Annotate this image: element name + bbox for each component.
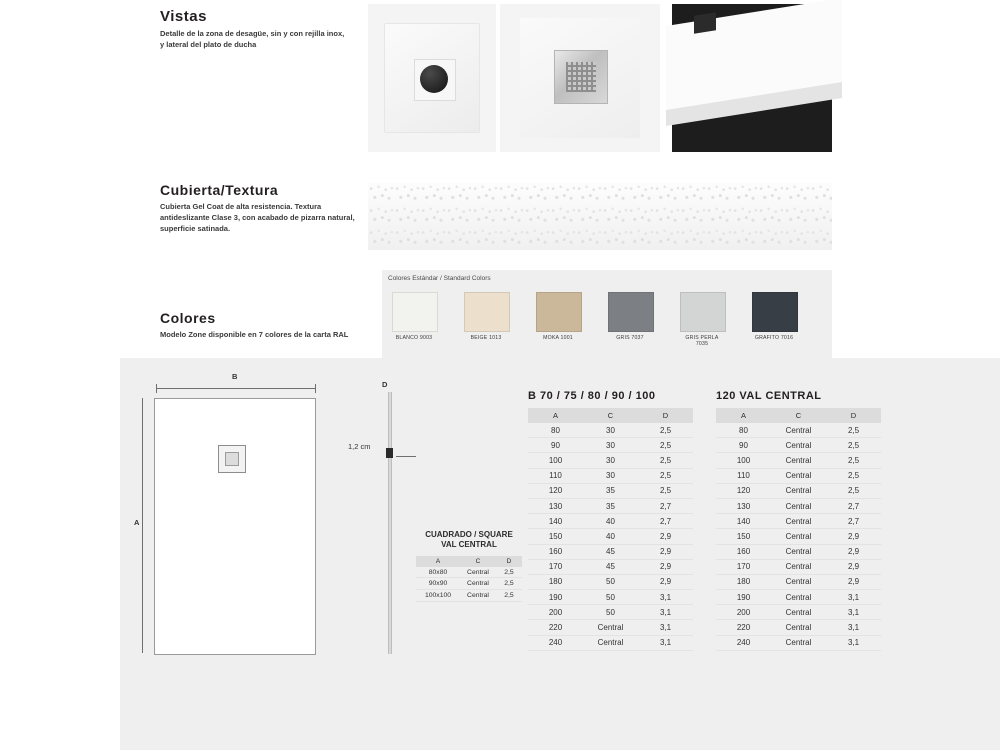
table-cell: 3,1: [847, 638, 860, 648]
table-cell: 40: [606, 516, 615, 526]
table-cell: Central: [785, 486, 812, 496]
table-cell: 90: [551, 440, 560, 450]
table-cell: 2,7: [847, 516, 860, 526]
tray-body: [384, 23, 480, 133]
drain-hole-icon: [420, 65, 448, 93]
table-row: [528, 483, 693, 498]
color-swatch-label: GRAFITO 7016: [754, 335, 794, 341]
table-cell: Central: [785, 562, 812, 572]
photo-drain-without-grid: [368, 4, 496, 152]
table-row: [716, 635, 881, 650]
thickness-arrow: [396, 456, 416, 457]
table-cell: 3,1: [659, 607, 672, 617]
section-title-colores: Colores: [160, 310, 216, 326]
table-column-header: A: [528, 408, 583, 423]
color-swatch-label: GRIS 7037: [616, 335, 644, 341]
table-cell: 100x100: [424, 591, 452, 599]
drain-symbol: [218, 445, 246, 473]
table-row: [416, 578, 522, 590]
color-swatch-label: MOKA 1001: [543, 335, 573, 341]
table-cell: 45: [606, 547, 615, 557]
tray-section-view: [386, 392, 392, 654]
table-row: [528, 635, 693, 650]
color-swatch[interactable]: [608, 292, 652, 347]
table-cell: 3,1: [659, 638, 672, 648]
table-cell: 90x90: [428, 580, 448, 588]
table-cell: 45: [606, 562, 615, 572]
table-cell: 160: [736, 547, 751, 557]
table-cell: 2,9: [847, 547, 860, 557]
table-cell: Central: [785, 471, 812, 481]
table-row: [528, 468, 693, 483]
table-cell: 200: [736, 607, 751, 617]
table-cell: 2,5: [659, 455, 672, 465]
table-cell: 100: [548, 455, 563, 465]
tray-plan-view: [154, 398, 316, 655]
table-cell: 150: [548, 531, 563, 541]
table-cell: Central: [785, 547, 812, 557]
section-title-vistas: Vistas: [160, 8, 207, 25]
color-swatch[interactable]: [752, 292, 796, 347]
table-cell: Central: [467, 591, 489, 599]
table-cell: 2,7: [659, 516, 672, 526]
table-row: [716, 423, 881, 438]
table-body: [416, 567, 522, 601]
photo-drain-with-inox-grid: [500, 4, 660, 152]
dim-tick-b-right: [315, 384, 316, 393]
table: [716, 408, 881, 651]
table-body: [528, 423, 693, 650]
table-row: [716, 468, 881, 483]
label-d: D: [382, 380, 388, 389]
table-cell: 200: [548, 607, 563, 617]
table-cell: 160: [548, 547, 563, 557]
color-swatch[interactable]: [464, 292, 508, 347]
color-swatch-label: BLANCO 9003: [395, 335, 433, 341]
table-cell: 2,5: [504, 591, 514, 599]
tray-body: [520, 18, 640, 138]
table-cell: 40: [606, 531, 615, 541]
table-row: [528, 514, 693, 529]
table-cell: Central: [597, 638, 624, 648]
color-swatch-label: GRIS PERLA 7035: [685, 335, 719, 347]
table-cell: Central: [597, 623, 624, 633]
table-cell: 80: [551, 425, 560, 435]
table-row: [528, 453, 693, 468]
dim-line-a: [142, 398, 143, 653]
color-swatch[interactable]: [680, 292, 724, 347]
table-cell: 2,9: [847, 577, 860, 587]
table-cell: 240: [736, 638, 751, 648]
table-cell: 3,1: [847, 592, 860, 602]
table-row: [716, 559, 881, 574]
table-cell: 2,9: [659, 547, 672, 557]
table-cell: 220: [736, 623, 751, 633]
table-row: [716, 514, 881, 529]
table-cell: 220: [548, 623, 563, 633]
table-row: [716, 529, 881, 544]
table-row: [528, 605, 693, 620]
color-swatch-row: [392, 292, 796, 347]
table-cell: 2,9: [847, 531, 860, 541]
table-cell: 2,9: [847, 562, 860, 572]
table-header-row: [528, 408, 693, 423]
table-cell: 180: [548, 577, 563, 587]
table-body: [716, 423, 881, 650]
table-column-header: D: [826, 408, 881, 423]
table-row: [528, 423, 693, 438]
table-cell: 2,9: [659, 531, 672, 541]
table-cell: 35: [606, 486, 615, 496]
table-cell: 2,5: [659, 425, 672, 435]
section-body-vistas: Detalle de la zona de desagüe, sin y con rejilla inox, y lateral del plato de ducha: [160, 29, 345, 49]
table-column-header: A: [716, 408, 771, 423]
table-column-header: C: [583, 408, 638, 423]
dim-tick-b-left: [156, 384, 157, 393]
table-row: [716, 605, 881, 620]
section-colores: [160, 310, 360, 341]
table-cell: 3,1: [847, 607, 860, 617]
table-cell: 2,7: [847, 501, 860, 511]
table-cell: 80: [739, 425, 748, 435]
table-column-header: C: [771, 408, 826, 423]
table-row: [716, 574, 881, 589]
table-cell: 3,1: [659, 623, 672, 633]
section-vistas: [160, 8, 350, 51]
table-cell: 30: [606, 455, 615, 465]
table-cell: Central: [785, 592, 812, 602]
table-cell: 130: [548, 501, 563, 511]
table-cell: 110: [549, 471, 562, 481]
table-cell: 2,9: [659, 562, 672, 572]
table-row: [716, 620, 881, 635]
table-row: [528, 498, 693, 513]
table-square: [416, 530, 522, 602]
table-cell: 50: [606, 577, 615, 587]
table-cell: 30: [606, 440, 615, 450]
table-cell: 30: [606, 471, 615, 481]
table-cell: Central: [785, 577, 812, 587]
table-b-series: [528, 390, 694, 651]
table-row: [416, 567, 522, 578]
table-cell: 2,5: [504, 568, 514, 576]
color-swatch-box: [536, 292, 582, 332]
table-cell: 2,9: [659, 577, 672, 587]
table-cell: 100: [736, 455, 751, 465]
table-cell: Central: [785, 531, 812, 541]
color-swatch-box: [752, 292, 798, 332]
table-row: [716, 544, 881, 559]
table-cell: 190: [736, 592, 751, 602]
table-cell: Central: [785, 425, 812, 435]
table-cell: 170: [548, 562, 563, 572]
table-cell: 2,5: [847, 455, 860, 465]
inox-grid-cover: [554, 50, 608, 104]
table-b-title: B 70 / 75 / 80 / 90 / 100: [528, 390, 656, 402]
table-cell: 240: [548, 638, 563, 648]
table-cell: 170: [736, 562, 751, 572]
colors-panel-label: Colores Estándar / Standard Colors: [388, 275, 491, 282]
table-cell: 120: [736, 486, 751, 496]
table-cell: 140: [548, 516, 563, 526]
color-swatch-box: [680, 292, 726, 332]
table-cell: 3,1: [659, 592, 672, 602]
table-cell: Central: [467, 580, 489, 588]
table-cell: 2,7: [659, 501, 672, 511]
table-cell: Central: [785, 623, 812, 633]
section-cubierta: [160, 182, 360, 235]
table-row: [716, 498, 881, 513]
table-row: [528, 544, 693, 559]
table-val-title: 120 VAL CENTRAL: [716, 390, 822, 402]
thickness-marker: [386, 448, 393, 458]
table: [416, 556, 522, 602]
table-cell: 80x80: [428, 568, 448, 576]
table-header-row: [716, 408, 881, 423]
color-swatch[interactable]: [392, 292, 436, 347]
table-cell: 2,5: [847, 440, 860, 450]
table-cell: Central: [785, 440, 812, 450]
table-cell: 2,5: [847, 486, 860, 496]
drain-opening-icon: [694, 12, 716, 33]
table-cell: Central: [785, 455, 812, 465]
table-cell: Central: [467, 568, 489, 576]
table-cell: 120: [548, 486, 563, 496]
table-cell: 110: [737, 471, 750, 481]
table-row: [528, 574, 693, 589]
table-row: [528, 620, 693, 635]
color-swatch-box: [608, 292, 654, 332]
table-row: [528, 438, 693, 453]
table-cell: 2,5: [504, 580, 514, 588]
table-cell: 90: [739, 440, 748, 450]
table-cell: 140: [736, 516, 751, 526]
table-val-central: [716, 390, 882, 651]
color-swatch-box: [464, 292, 510, 332]
dim-line-b: [156, 388, 316, 389]
table-row: [716, 438, 881, 453]
section-title-cubierta: Cubierta/Textura: [160, 182, 279, 198]
table-cell: Central: [785, 607, 812, 617]
table-cell: 180: [736, 577, 751, 587]
label-a: A: [134, 518, 140, 527]
table-row: [528, 559, 693, 574]
table-cell: 35: [606, 501, 615, 511]
table-cell: Central: [785, 638, 812, 648]
section-body-colores: Modelo Zone disponible en 7 colores de la carta RAL: [160, 330, 349, 339]
table-cell: 150: [736, 531, 751, 541]
photo-tray-side-view: [672, 4, 832, 152]
label-b: B: [232, 372, 238, 381]
table-row: [716, 483, 881, 498]
table-cell: Central: [785, 516, 812, 526]
tray-section-profile: [388, 392, 392, 654]
table-cell: Central: [785, 501, 812, 511]
table-column-header: D: [496, 556, 522, 567]
table-cell: 2,5: [659, 471, 672, 481]
table-column-header: D: [638, 408, 693, 423]
table-cell: 2,5: [659, 440, 672, 450]
table-cell: 2,5: [847, 471, 860, 481]
section-body-cubierta: Cubierta Gel Coat de alta resistencia. Textura antideslizante Clase 3, con acabado de pizarra natural, superficie satinada.: [160, 202, 355, 233]
table-row: [716, 453, 881, 468]
table-cell: 130: [736, 501, 751, 511]
table-square-title: CUADRADO / SQUARE VAL CENTRAL: [425, 530, 513, 550]
table-cell: 190: [548, 592, 563, 602]
table-cell: 3,1: [847, 623, 860, 633]
grid-pattern-icon: [566, 62, 596, 92]
table-column-header: A: [416, 556, 460, 567]
color-swatch-label: BEIGE 1013: [470, 335, 502, 341]
table-cell: 30: [606, 425, 615, 435]
table-cell: 50: [606, 592, 615, 602]
table-row: [716, 590, 881, 605]
color-swatch-box: [392, 292, 438, 332]
texture-sample-strip: [368, 182, 832, 250]
table-cell: 2,5: [847, 425, 860, 435]
standard-colors-panel: [382, 270, 832, 360]
color-swatch[interactable]: [536, 292, 580, 347]
label-thickness: 1,2 cm: [348, 442, 371, 451]
table-row: [416, 589, 522, 601]
table-header-row: [416, 556, 522, 567]
table-row: [528, 529, 693, 544]
table-column-header: C: [460, 556, 496, 567]
table-cell: 2,5: [659, 486, 672, 496]
table-cell: 50: [606, 607, 615, 617]
table: [528, 408, 693, 651]
table-row: [528, 590, 693, 605]
